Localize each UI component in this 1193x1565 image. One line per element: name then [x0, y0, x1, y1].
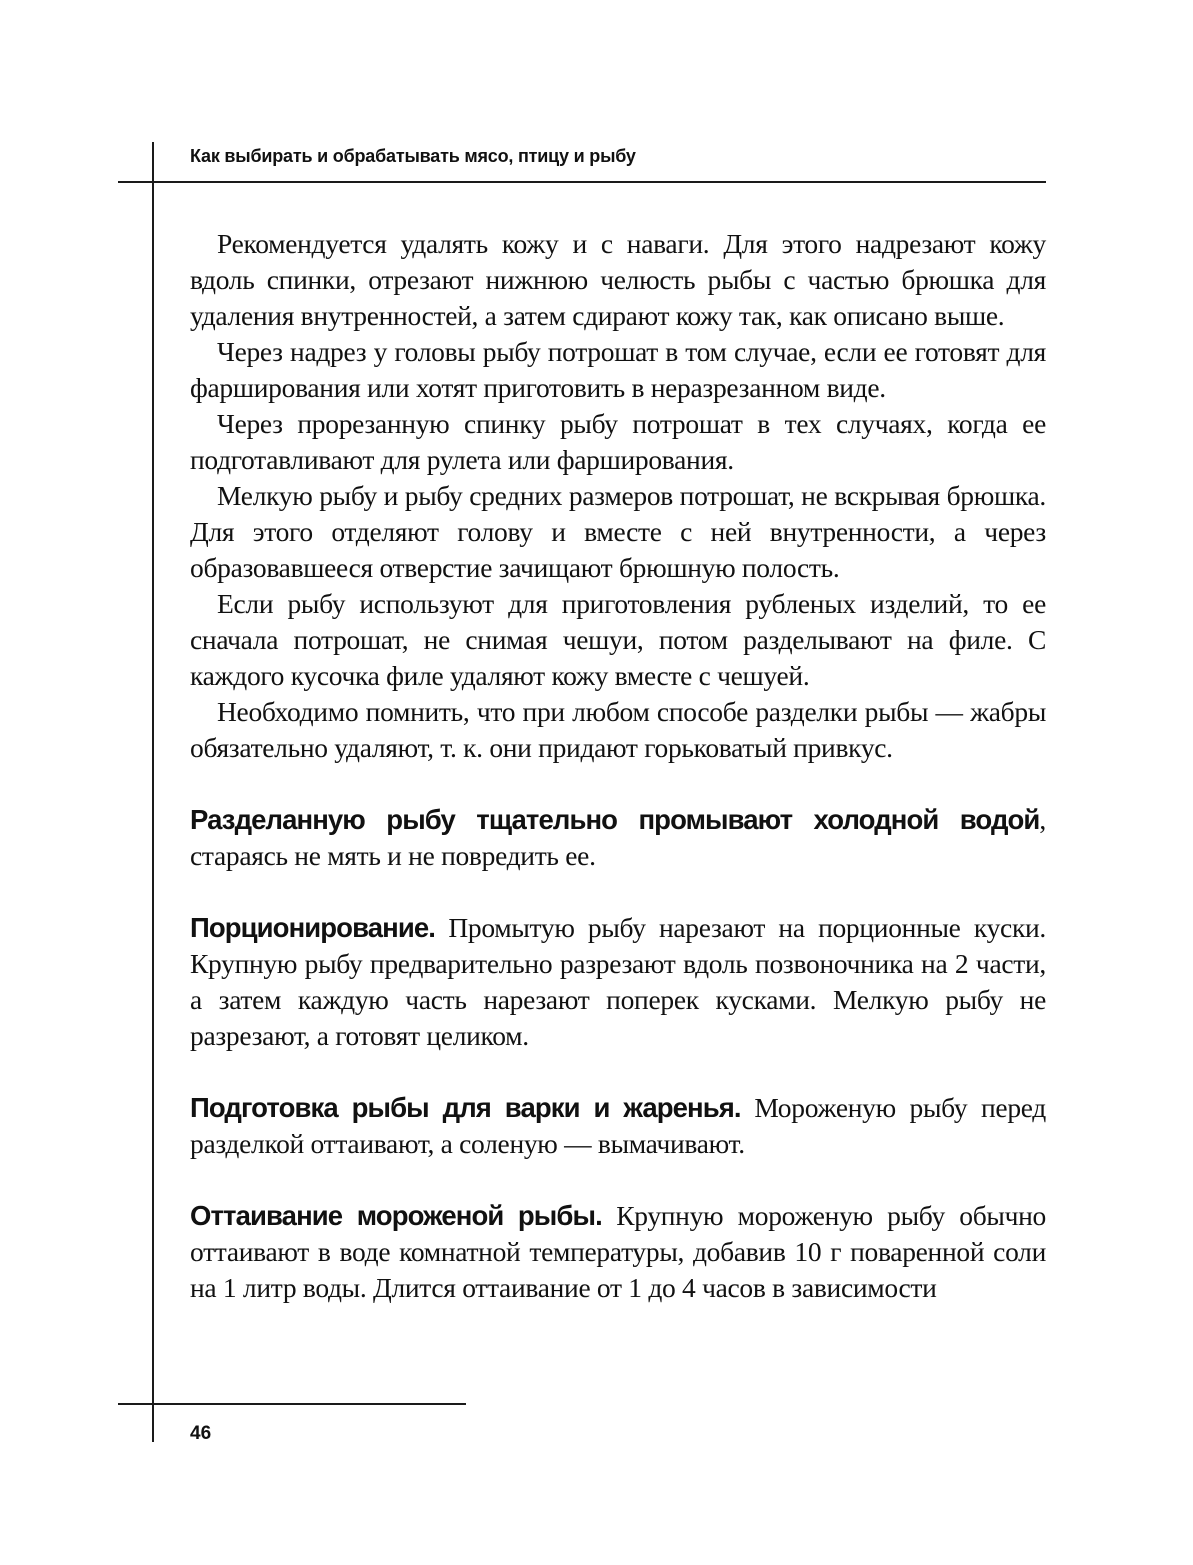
paragraph-text: Крупную мороженую рыбу обычно оттаивают в воде комнатной температуры, добавив 10 г поваренной соли на 1 литр воды. Длится оттаивание от 1 до 4 часов в зависимости	[190, 1200, 1046, 1303]
paragraph-lead-bold: Порционирование.	[190, 912, 435, 943]
paragraph-text: , стараясь не мять и не повредить ее.	[190, 804, 1046, 871]
footer-rule	[118, 1403, 466, 1405]
paragraph-lead-bold: Подготовка рыбы для варки и жаренья.	[190, 1092, 741, 1123]
page-number: 46	[190, 1423, 212, 1444]
paragraph-lead-bold: Разделанную рыбу тщательно промывают холодной водой	[190, 804, 1040, 835]
paragraph-small-fish	[190, 478, 1046, 586]
page-body	[190, 226, 1046, 1306]
paragraph-text: Через прорезанную спинку рыбу потрошат в тех случаях, когда ее подготавливают для рулета или фарширования.	[190, 408, 1046, 475]
paragraph-thawing	[190, 1198, 1046, 1306]
paragraph-preparation	[190, 1090, 1046, 1162]
paragraph-head-cut	[190, 334, 1046, 406]
paragraph-text: Промытую рыбу нарезают на порционные куски. Крупную рыбу предварительно разрезают вдоль позвоночника на 2 части, а затем каждую часть нарезают поперек кусками. Мелкую рыбу не разрезают, а готовят целиком.	[190, 912, 1046, 1051]
paragraph-back-cut	[190, 406, 1046, 478]
paragraph-washing	[190, 802, 1046, 874]
header-rule	[118, 181, 1046, 183]
paragraph-text: Рекомендуется удалять кожу и с наваги. Для этого надрезают кожу вдоль спинки, отрезают нижнюю челюсть рыбы с частью брюшка для удаления внутренностей, а затем сдирают кожу так, как описано выше.	[190, 228, 1046, 331]
paragraph-minced-products	[190, 586, 1046, 694]
paragraph-portioning	[190, 910, 1046, 1054]
paragraph-text: Если рыбу используют для приготовления рубленых изделий, то ее сначала потрошат, не снимая чешуи, потом разделывают на филе. С каждого кусочка филе удаляют кожу вместе с чешуей.	[190, 588, 1046, 691]
paragraph-text: Мелкую рыбу и рыбу средних размеров потрошат, не вскрывая брюшка. Для этого отделяют голову и вместе с ней внутренности, а через образовавшееся отверстие зачищают брюшную полость.	[190, 480, 1046, 583]
paragraph-text: Необходимо помнить, что при любом способе разделки рыбы — жабры обязательно удаляют, т. к. они придают горьковатый привкус.	[190, 696, 1046, 763]
running-header: Как выбирать и обрабатывать мясо, птицу и рыбу	[190, 146, 636, 166]
vertical-margin-rule	[152, 142, 154, 1442]
paragraph-lead-bold: Оттаивание мороженой рыбы.	[190, 1200, 602, 1231]
paragraph-navaga-skin	[190, 226, 1046, 334]
paragraph-text: Через надрез у головы рыбу потрошат в том случае, если ее готовят для фарширования или хотят приготовить в неразрезанном виде.	[190, 336, 1046, 403]
paragraph-text: Мороженую рыбу перед разделкой оттаивают, а соленую — вымачивают.	[190, 1092, 1046, 1159]
paragraph-gills	[190, 694, 1046, 766]
